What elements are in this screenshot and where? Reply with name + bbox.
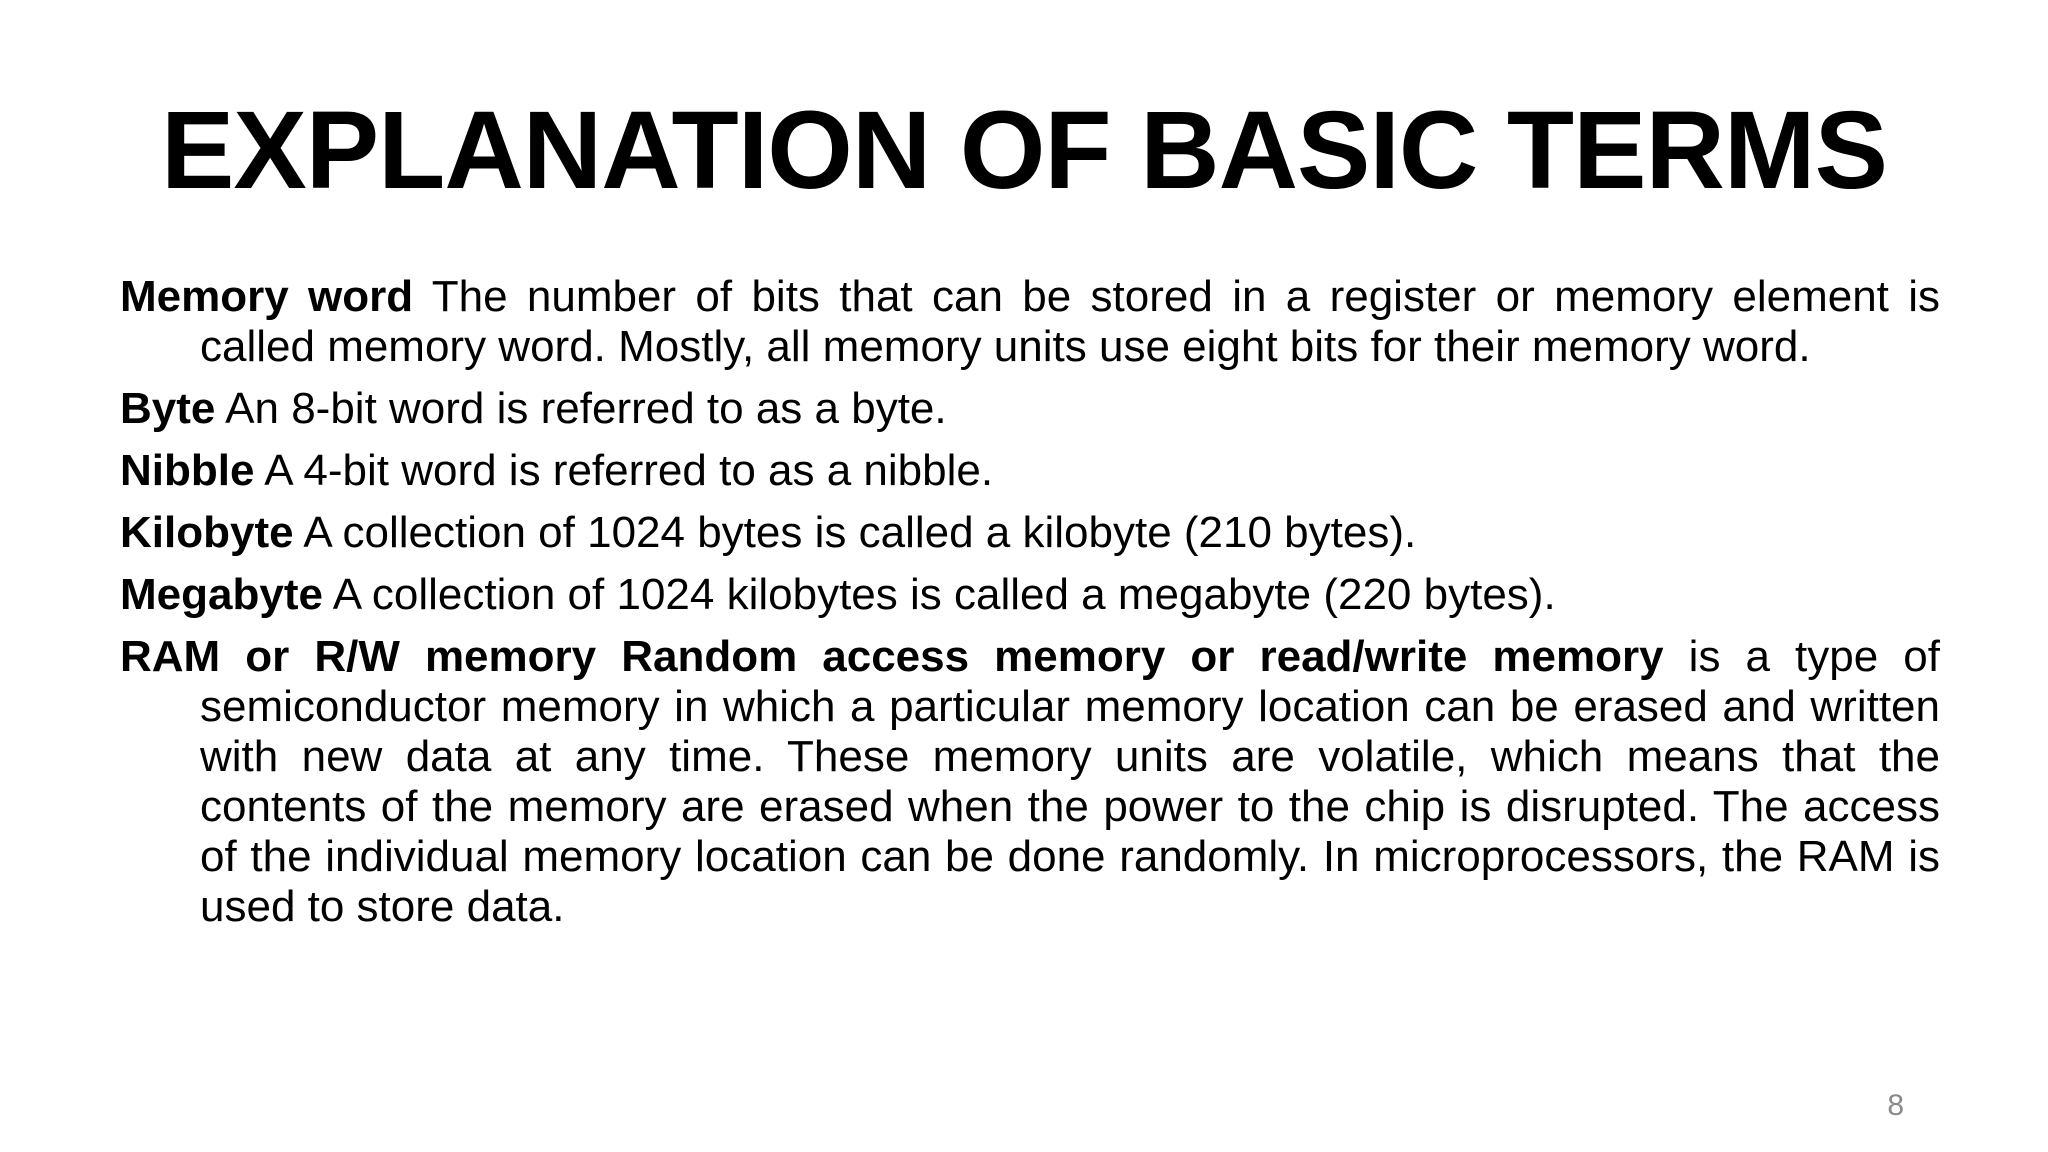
- term-name: Kilobyte: [120, 508, 294, 557]
- term-item-megabyte: [120, 570, 1940, 620]
- page-number: 8: [1887, 1089, 1904, 1122]
- term-name: Byte: [120, 384, 216, 433]
- term-item-nibble: [120, 446, 1940, 496]
- term-list: [120, 272, 1940, 944]
- term-definition: The number of bits that can be stored in a register or memory element is called memory word. Mostly, all memory units use eight bits for their memory word.: [200, 272, 1941, 371]
- term-definition: An 8-bit word is referred to as a byte.: [215, 384, 947, 433]
- slide-title: EXPLANATION OF BASIC TERMS: [161, 89, 1887, 212]
- term-name: Megabyte: [120, 570, 323, 619]
- term-name: RAM or R/W memory Random access memory or read/write memory: [120, 632, 1664, 681]
- term-name: Nibble: [120, 446, 255, 495]
- term-item-memory-word: [120, 272, 1940, 372]
- term-definition: A 4-bit word is referred to as a nibble.: [254, 446, 994, 495]
- term-item-kilobyte: [120, 508, 1940, 558]
- term-name: Memory word: [120, 272, 414, 321]
- term-item-byte: [120, 384, 1940, 434]
- term-item-ram: [120, 632, 1940, 932]
- term-definition: A collection of 1024 kilobytes is called a megabyte (220 bytes).: [322, 570, 1556, 619]
- term-definition: A collection of 1024 bytes is called a kilobyte (210 bytes).: [293, 508, 1417, 557]
- term-definition: is a type of semiconductor memory in which a particular memory location can be erased and written with new data at any time. These memory units are volatile, which means that the contents of the memory are erased when the power to the chip is disrupted. The access of the individual memory location can be done randomly. In microprocessors, the RAM is used to store data.: [200, 632, 1940, 931]
